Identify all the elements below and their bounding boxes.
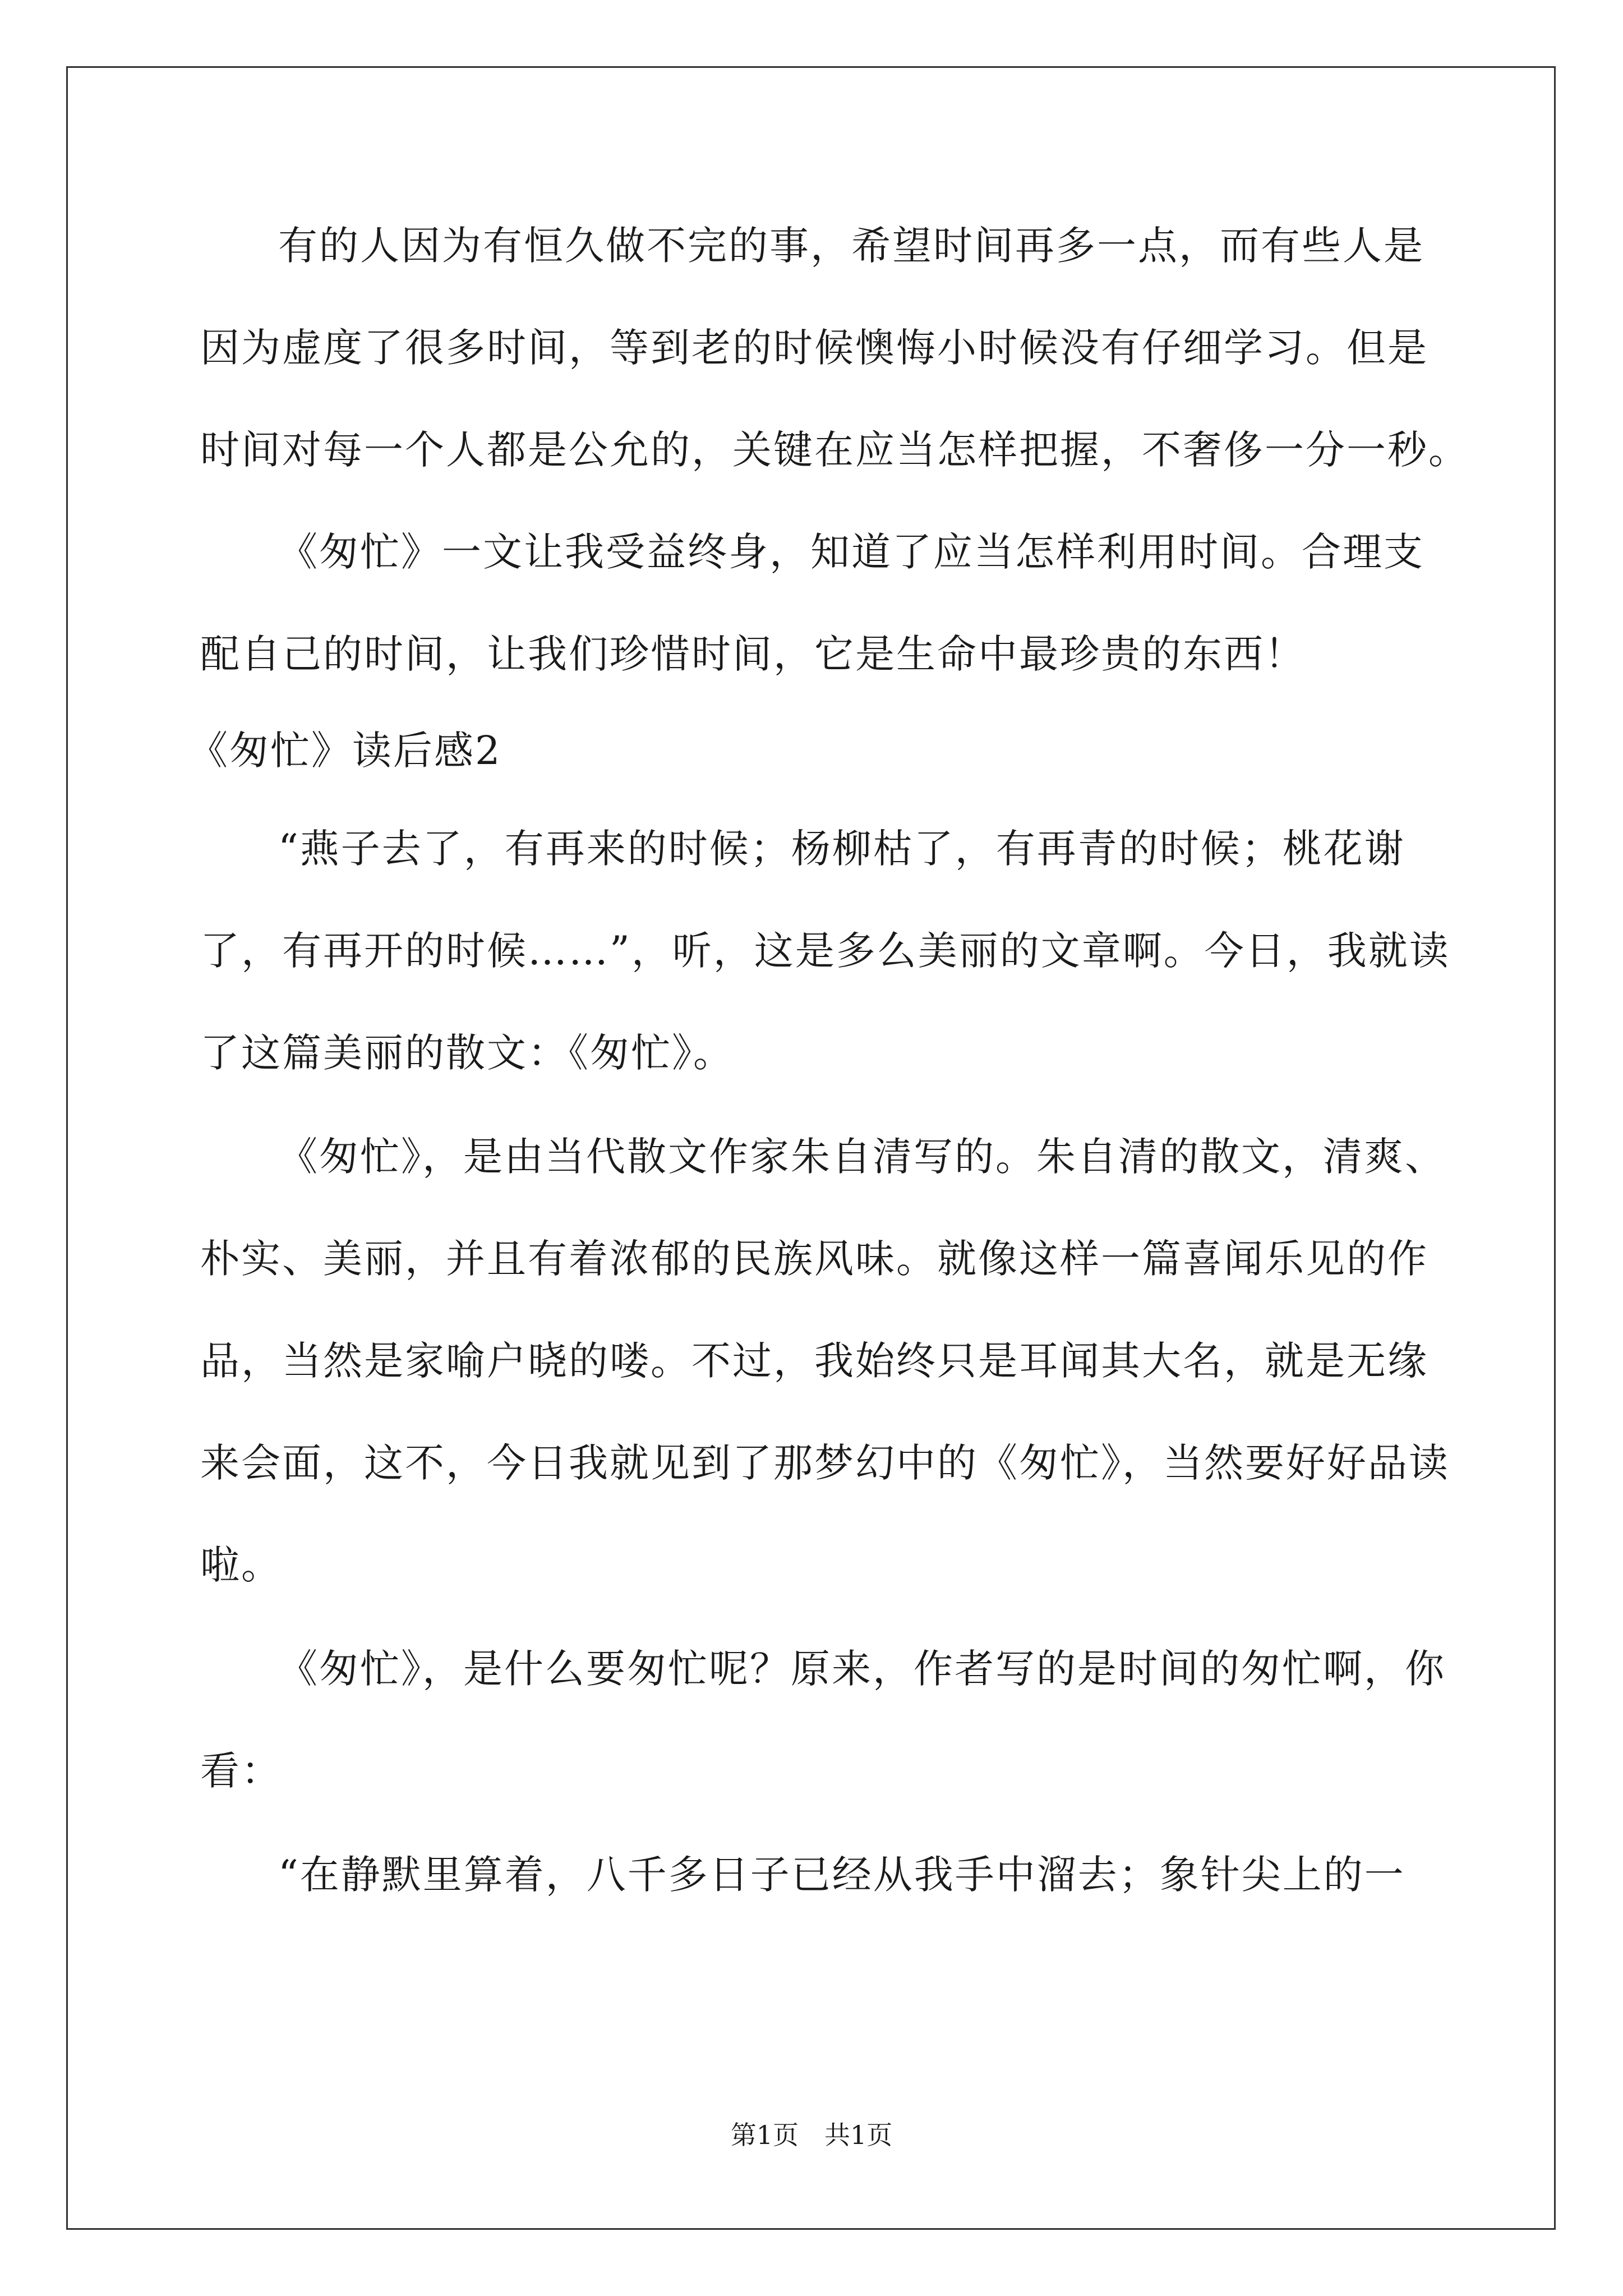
text-line: “在静默里算着，八千多日子已经从我手中溜去；象针尖上的一 xyxy=(278,1852,1405,1898)
text-line: 了这篇美丽的散文：《匆忙》。 xyxy=(200,1030,734,1076)
text-line: 《匆忙》一文让我受益终身，知道了应当怎样利用时间。合理支 xyxy=(278,529,1424,575)
text-line: 啦。 xyxy=(200,1542,282,1588)
page-footer: 第1页 共1页 xyxy=(730,2120,893,2150)
text-line: 有的人因为有恒久做不完的事，希望时间再多一点，而有些人是 xyxy=(278,223,1424,269)
text-line: 《匆忙》，是由当代散文作家朱自清写的。朱自清的散文，清爽、 xyxy=(278,1134,1446,1180)
text-line: 来会面，这不，今日我就见到了那梦幻中的《匆忙》，当然要好好品读 xyxy=(200,1440,1450,1486)
text-line: 《匆忙》，是什么要匆忙呢？原来，作者写的是时间的匆忙啊，你 xyxy=(278,1646,1446,1692)
text-line: 配自己的时间，让我们珍惜时间，它是生命中最珍贵的东西！ xyxy=(200,631,1306,677)
text-line: 看： xyxy=(200,1748,282,1794)
text-line: 品，当然是家喻户晓的喽。不过，我始终只是耳闻其大名，就是无缘 xyxy=(200,1338,1428,1384)
text-line: 朴实、美丽，并且有着浓郁的民族风味。就像这样一篇喜闻乐见的作 xyxy=(200,1236,1428,1282)
text-line: 因为虚度了很多时间，等到老的时候懊悔小时候没有仔细学习。但是 xyxy=(200,325,1428,371)
text-line: “燕子去了，有再来的时候；杨柳枯了，有再青的时候；桃花谢 xyxy=(278,826,1405,872)
section-heading: 《匆忙》读后感2 xyxy=(188,728,502,774)
text-line: 了，有再开的时候……”，听，这是多么美丽的文章啊。今日，我就读 xyxy=(200,928,1450,974)
text-line: 时间对每一个人都是公允的，关键在应当怎样把握，不奢侈一分一秒。 xyxy=(200,427,1469,473)
